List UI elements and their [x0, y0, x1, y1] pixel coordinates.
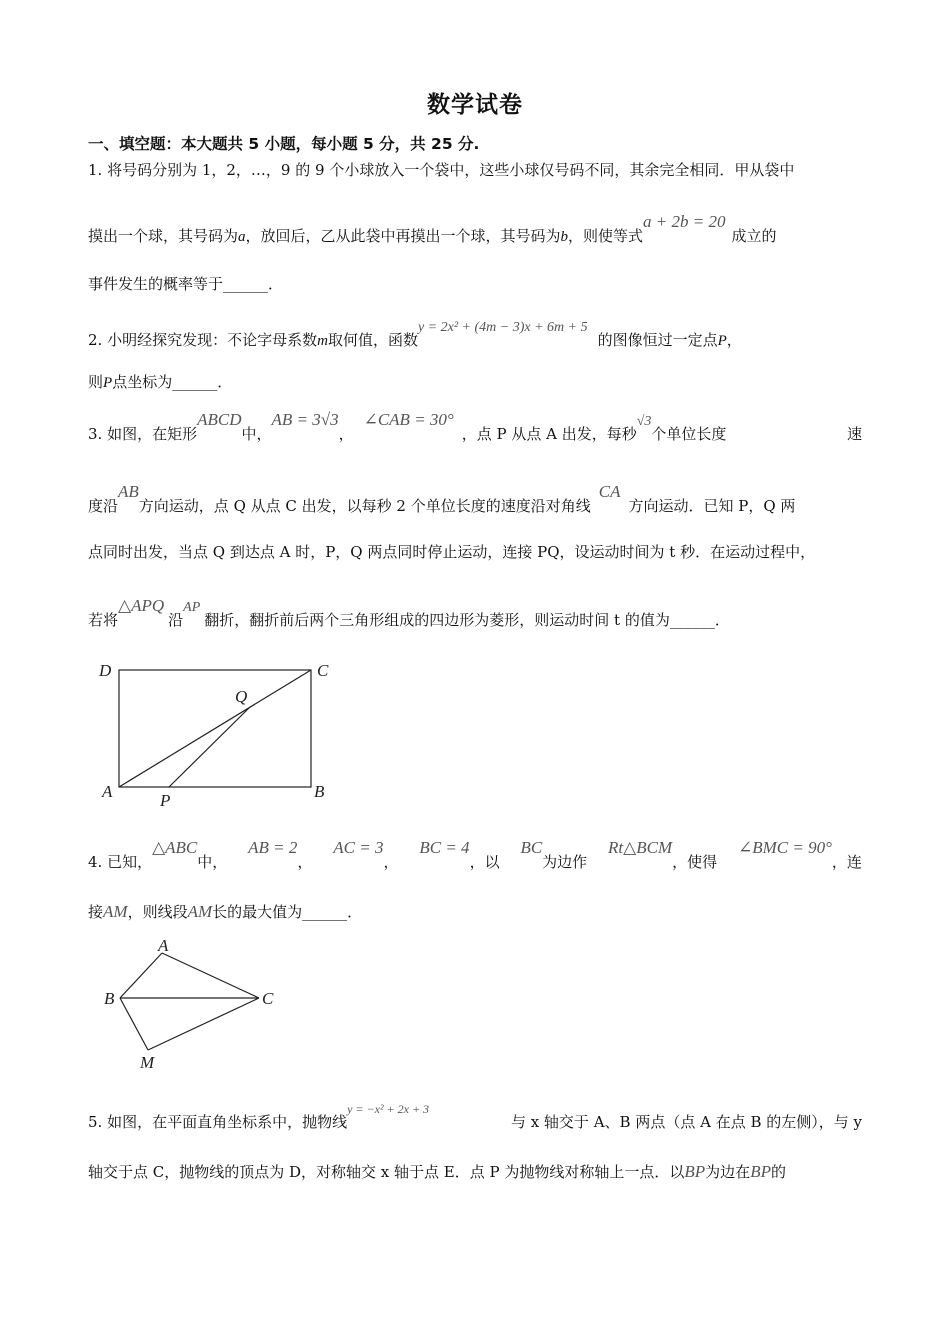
page-title: 数学试卷: [427, 92, 523, 118]
q3-line-4: 若将△APQ沿AP翻折，翻折前后两个三角形组成的四边形为菱形，则运动时间 t 的值为______．: [88, 596, 730, 629]
q4-label-b: B: [104, 989, 115, 1008]
q2-line-1: 2. 小明经探究发现：不论字母系数m取何值，函数y = 2x² + (4m − 3)x + 6m + 5的图像恒过一定点P，: [88, 320, 742, 349]
q3-line-2: 度沿AB方向运动，点 Q 从点 C 出发，以每秒 2 个单位长度的速度沿对角线CA方向运动．已知 P，Q 两: [88, 482, 796, 515]
q2-function: y = 2x² + (4m − 3)x + 6m + 5: [417, 320, 588, 335]
q4-label-c: C: [262, 989, 274, 1008]
q4-segment-ac: [162, 953, 259, 998]
q4-line-1: 4. 已知，△ABC中， AB = 2， AC = 3， BC = 4，以 BC为边作 Rt△BCM，使得 ∠BMC = 90°，连: [88, 838, 862, 871]
q2-line-2: 则P点坐标为______．: [88, 373, 233, 391]
q1-line-3: 事件发生的概率等于______．: [88, 275, 284, 293]
q4-segment-bm: [120, 998, 148, 1050]
q3-label-b: B: [314, 782, 325, 801]
q3-label-p: P: [160, 791, 171, 810]
q3-label-c: C: [317, 661, 329, 680]
q4-label-m: M: [140, 1053, 155, 1072]
q3-label-d: D: [99, 661, 112, 680]
q3-line-1: 3. 如图，在矩形ABCD中，AB = 3√3，∠CAB = 30°，点 P 从点 A 出发，每秒√3个单位长度 速: [88, 410, 862, 443]
q4-segment-cm: [148, 998, 259, 1050]
q1-equation: a + 2b = 20: [643, 212, 726, 231]
q1-line-1: 1. 将号码分别为 1，2，…，9 的 9 个小球放入一个袋中，这些小球仅号码不同，其余完全相同．甲从袋中: [88, 161, 795, 179]
q4-segment-ab: [120, 953, 162, 998]
q3-label-q: Q: [235, 687, 248, 706]
q4-line-2: 接AM，则线段AM长的最大值为______．: [88, 902, 363, 921]
q5-line-2: 轴交于点 C，抛物线的顶点为 D，对称轴交 x 轴于点 E．点 P 为抛物线对称轴上一点．以BP为边在BP的: [88, 1162, 786, 1181]
section-heading: 一、填空题：本大题共 5 小题，每小题 5 分，共 25 分.: [88, 135, 480, 153]
q5-parabola: y = −x² + 2x + 3: [347, 1102, 430, 1116]
q4-label-a: A: [158, 936, 169, 955]
q3-label-a: A: [102, 782, 113, 801]
q3-line-3: 点同时出发，当点 Q 到达点 A 时，P，Q 两点同时停止运动，连接 PQ，设运动时间为 t 秒．在运动过程中，: [88, 543, 816, 561]
q1-line-2: 摸出一个球，其号码为a，放回后，乙从此袋中再摸出一个球，其号码为b，则使等式a + 2b = 20成立的: [88, 212, 777, 245]
q5-line-1: 5. 如图，在平面直角坐标系中，抛物线$^{y = -x^2 + 2x + 3}$ 与 x 轴交于 A、B 两点（点 A 在点 B 的左侧），与 y: [88, 1102, 862, 1131]
